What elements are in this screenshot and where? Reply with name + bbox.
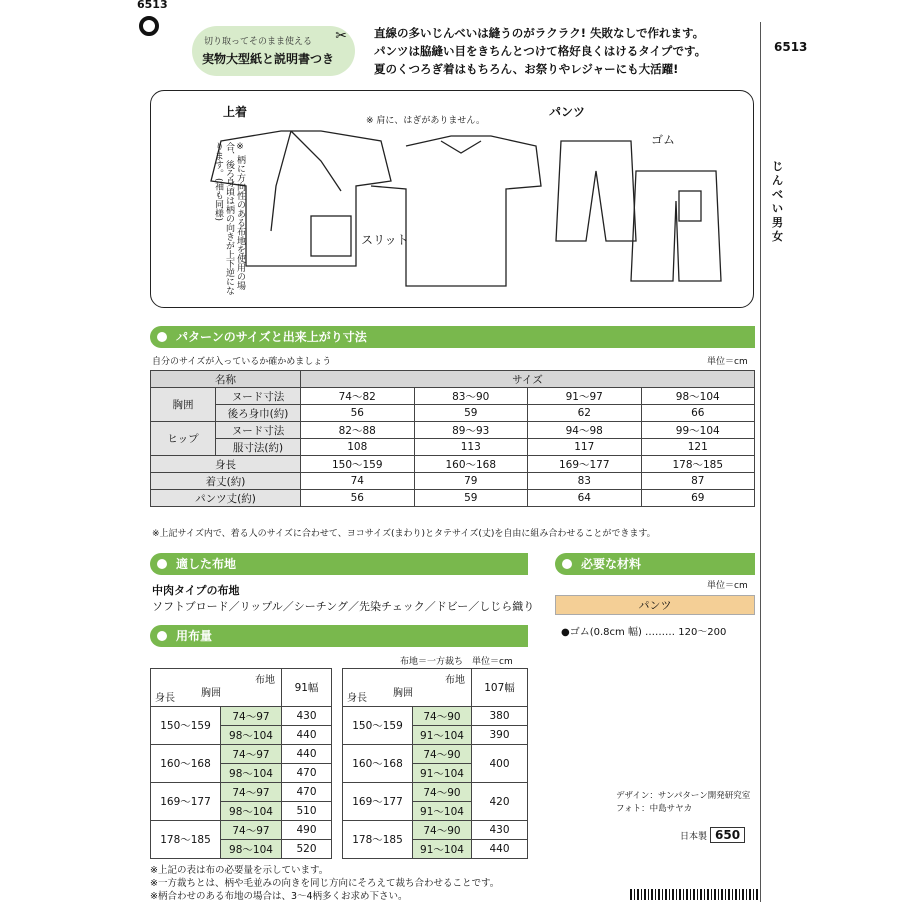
materials-section-title: 必要な材料 [555, 553, 755, 575]
table-row: 160〜168 74〜90 400 [343, 745, 528, 764]
table-row: 150〜159 74〜90 380 [343, 707, 528, 726]
table-row: 98〜104 440 [151, 726, 332, 745]
pants-label: パンツ [549, 105, 586, 119]
table-row: 胸囲 ヌード寸法 74〜82 83〜90 91〜97 98〜104 [151, 388, 755, 405]
fabric-direction-note: ※ 柄に方向性のある布地を使用の場合、後ろ身頃は柄の向きが上下逆になります。(袖も同様) [213, 142, 245, 295]
materials-unit: 単位＝cm [707, 581, 748, 591]
intro-line: 夏のくつろぎ着はもちろん、お祭りやレジャーにも大活躍! [374, 62, 679, 76]
badge-line2: 実物大型紙と説明書つき [202, 52, 335, 66]
brand-logo [139, 16, 159, 36]
gomu-label: ゴム [651, 133, 676, 147]
table-row: 98〜104 470 [151, 764, 332, 783]
size-table [150, 370, 755, 507]
table-row: ヒップ ヌード寸法 82〜88 89〜93 94〜98 99〜104 [151, 422, 755, 439]
barcode [630, 889, 760, 900]
table-row: 着丈(約) 74 79 83 87 [151, 473, 755, 490]
intro-text [374, 24, 774, 78]
side-number: 6513 [774, 40, 808, 54]
table-row: パンツ丈(約) 56 59 64 69 [151, 490, 755, 507]
left-margin [0, 0, 127, 900]
table-row: 服寸法(約) 108 113 117 121 [151, 439, 755, 456]
footnotes: ※上記の表は布の必要量を示しています。 ※一方裁ちとは、柄や毛並みの向きを同じ方向にそろえて裁ち合わせることです。 ※柄合わせのある布地の場合は、3〜4柄多くお求め下さい。 [150, 865, 500, 902]
fabric-section-title: 適した布地 [150, 553, 528, 575]
materials-header: パンツ [555, 595, 755, 615]
size-section-title: パターンのサイズと出来上がり寸法 [150, 326, 755, 348]
table-row: 169〜177 74〜90 420 [343, 783, 528, 802]
intro-line: 直線の多いじんべいは縫うのがラクラク! 失敗なしで作れます。 [374, 26, 705, 40]
table-row: 91〜104 390 [343, 726, 528, 745]
top-label: 上着 [223, 105, 248, 119]
credits: デザイン：サンパターン開発研究室 フォト：中島サヤカ [616, 791, 751, 814]
fabric-list: ソフトブロード／リップル／シーチング／先染チェック／ドビー／しじら織り [152, 600, 535, 613]
price-tag: 日本製 650 [680, 827, 745, 843]
usage-unit-note: 布地＝一方裁ち 単位＝cm [400, 657, 513, 667]
size-note: ※上記サイズ内で、着る人のサイズに合わせて、ヨコサイズ(まわり)とタテサイズ(丈)を自由に組み合わせることができます。 [152, 529, 656, 539]
table-row: 後ろ身巾(約) 56 59 62 66 [151, 405, 755, 422]
table-row: 91〜104 440 [343, 840, 528, 859]
table-row: 98〜104 520 [151, 840, 332, 859]
intro-line: パンツは脇縫い目をきちんとつけて格好良くはけるタイプです。 [374, 44, 707, 58]
side-title: じんべい 男女 [772, 160, 783, 243]
table-row: 178〜185 74〜97 490 [151, 821, 332, 840]
table-row: 91〜104 [343, 802, 528, 821]
scissors-icon: ✂ [335, 28, 347, 44]
table-row: 178〜185 74〜90 430 [343, 821, 528, 840]
table-row: 91〜104 [343, 764, 528, 783]
size-header: サイズ [301, 371, 755, 388]
size-unit: 単位＝cm [707, 357, 748, 367]
table-row: 160〜168 74〜97 440 [151, 745, 332, 764]
table-row: 身長 150〜159 160〜168 169〜177 178〜185 [151, 456, 755, 473]
badge-line1: 切り取ってそのまま使える [204, 37, 313, 47]
size-hint: 自分のサイズが入っているか確かめましょう [152, 357, 332, 367]
usage-table-91: 布地 胸囲 身長 91幅 150〜159 74〜97 430 98〜104 440 160〜168 74〜97 440 98〜104 470 169〜177 74〜97 470 98〜104 510 178〜185 74〜97 490 98〜104 520 [150, 668, 332, 859]
pattern-code: 6513 [137, 0, 168, 11]
slit-label: スリット [361, 233, 409, 247]
usage-table-107: 布地 胸囲 身長 107幅 150〜159 74〜90 380 91〜104 390 160〜168 74〜90 400 91〜104 169〜177 74〜90 420 91〜104 178〜185 74〜90 430 91〜104 440 [342, 668, 528, 859]
materials-row: ●ゴム(0.8cm 幅) ……… 120〜200 [561, 627, 727, 638]
pattern-badge [192, 26, 355, 76]
name-header: 名称 [151, 371, 301, 388]
table-row: 98〜104 510 [151, 802, 332, 821]
shoulder-note: ※ 肩に、はぎがありません。 [366, 116, 485, 126]
table-row: 150〜159 74〜97 430 [151, 707, 332, 726]
table-row: 169〜177 74〜97 470 [151, 783, 332, 802]
materials-box [555, 595, 755, 638]
usage-section-title: 用布量 [150, 625, 528, 647]
fabric-type: 中肉タイプの布地 [152, 584, 240, 597]
